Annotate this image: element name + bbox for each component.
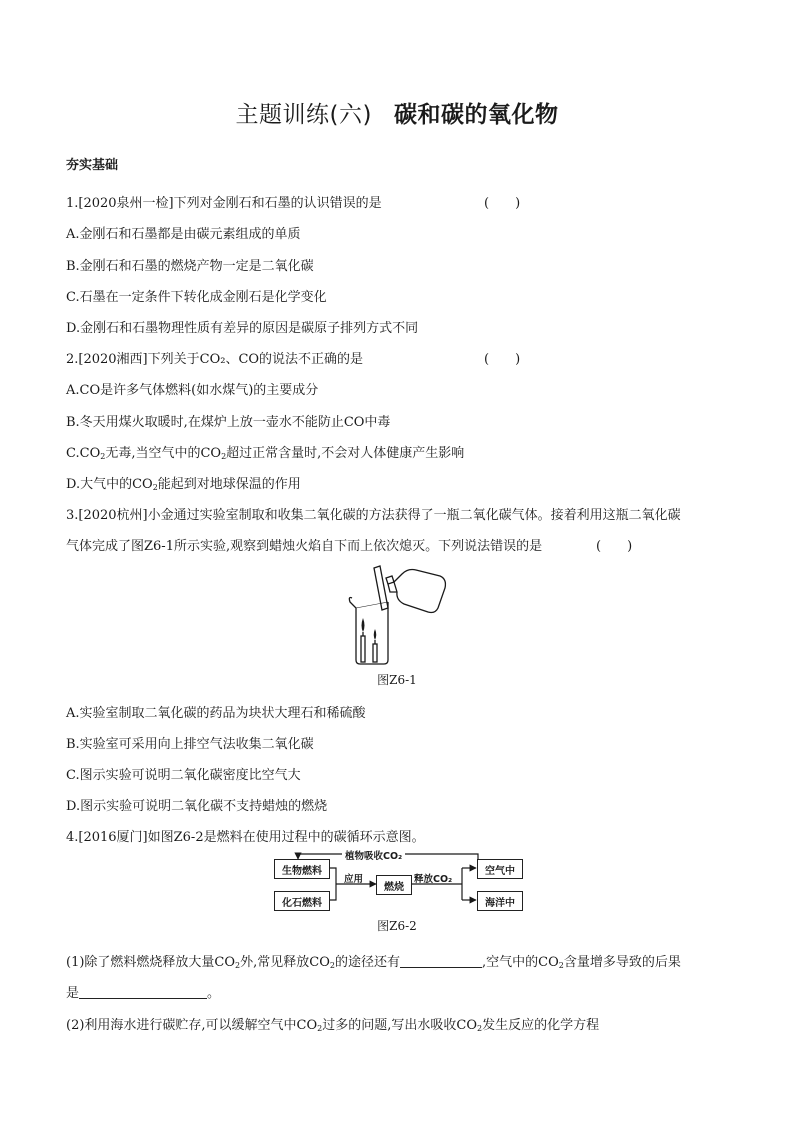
q1-option-a: A.金刚石和石墨都是由碳元素组成的单质	[66, 227, 301, 242]
q1-answer-paren: ( )	[484, 196, 521, 211]
q2-stem: 2.[2020湘西]下列关于CO₂、CO的说法不正确的是	[66, 352, 364, 367]
diagram-air-box: 空气中	[477, 859, 523, 879]
q4-answer-blank-1[interactable]	[400, 955, 482, 968]
title-main: 主题训练(六)	[235, 102, 372, 128]
q4-part2-line1: (2)利用海水进行碳贮存,可以缓解空气中$CO_2$过多的问题,写出水吸收$CO_2$发生反应的化学方程	[66, 1018, 600, 1033]
diagram-plant-absorb-label: 植物吸收CO₂	[342, 848, 405, 862]
q2-option-d: D.大气中的$CO_2$能起到对地球保温的作用	[66, 477, 301, 492]
q1-option-b: B.金刚石和石墨的燃烧产物一定是二氧化碳	[66, 259, 314, 274]
q4-answer-blank-2[interactable]	[79, 986, 207, 999]
q3-option-b: B.实验室可采用向上排空气法收集二氧化碳	[66, 737, 314, 752]
diagram-bio-fuel-box: 生物燃料	[274, 859, 330, 879]
figure-z6-1-caption: 图Z6-1	[377, 673, 417, 687]
q3-answer-paren: ( )	[596, 539, 633, 554]
q3-option-a: A.实验室制取二氧化碳的药品为块状大理石和稀硫酸	[66, 706, 366, 721]
q4-stem: 4.[2016厦门]如图Z6-2是燃料在使用过程中的碳循环示意图。	[66, 830, 425, 845]
q2-option-b: B.冬天用煤火取暖时,在煤炉上放一壶水不能防止CO中毒	[66, 415, 391, 430]
q3-stem-line2: 气体完成了图Z6-1所示实验,观察到蜡烛火焰自下而上依次熄灭。下列说法错误的是	[66, 539, 543, 554]
figure-z6-2-caption: 图Z6-2	[377, 919, 417, 933]
q3-option-c: C.图示实验可说明二氧化碳密度比空气大	[66, 768, 301, 783]
q2-option-a: A.CO是许多气体燃料(如水煤气)的主要成分	[66, 383, 319, 398]
q4-part1-line1: (1)除了燃料燃烧释放大量$CO_2$外,常见释放$CO_2$的途径还有 ,空气中的$CO_2$含量增多导致的后果	[66, 955, 681, 970]
q2-answer-paren: ( )	[484, 352, 521, 367]
diagram-burn-box: 燃烧	[376, 875, 412, 895]
title-sub: 碳和碳的氧化物	[393, 102, 559, 128]
q4-part1-line2: 是 。	[66, 986, 221, 1001]
q3-stem-line1: 3.[2020杭州]小金通过实验室制取和收集二氧化碳的方法获得了一瓶二氧化碳气体。接着利用这瓶二氧化碳	[66, 508, 681, 523]
diagram-release-label: 释放CO₂	[414, 874, 453, 885]
q1-option-d: D.金刚石和石墨物理性质有差异的原因是碳原子排列方式不同	[66, 321, 419, 336]
co2-pouring-candle-illustration	[344, 562, 450, 666]
q1-option-c: C.石墨在一定条件下转化成金刚石是化学变化	[66, 290, 327, 305]
section-heading: 夯实基础	[66, 158, 119, 173]
diagram-use-label: 应用	[344, 874, 364, 885]
page-title	[0, 96, 794, 129]
q2-option-c: $C.CO_2$无毒,当空气中的$CO_2$超过正常含量时,不会对人体健康产生影响	[66, 446, 465, 461]
q3-option-d: D.图示实验可说明二氧化碳不支持蜡烛的燃烧	[66, 799, 328, 814]
diagram-fossil-fuel-box: 化石燃料	[274, 891, 330, 911]
q1-stem: 1.[2020泉州一检]下列对金刚石和石墨的认识错误的是	[66, 196, 382, 211]
diagram-ocean-box: 海洋中	[477, 891, 523, 911]
